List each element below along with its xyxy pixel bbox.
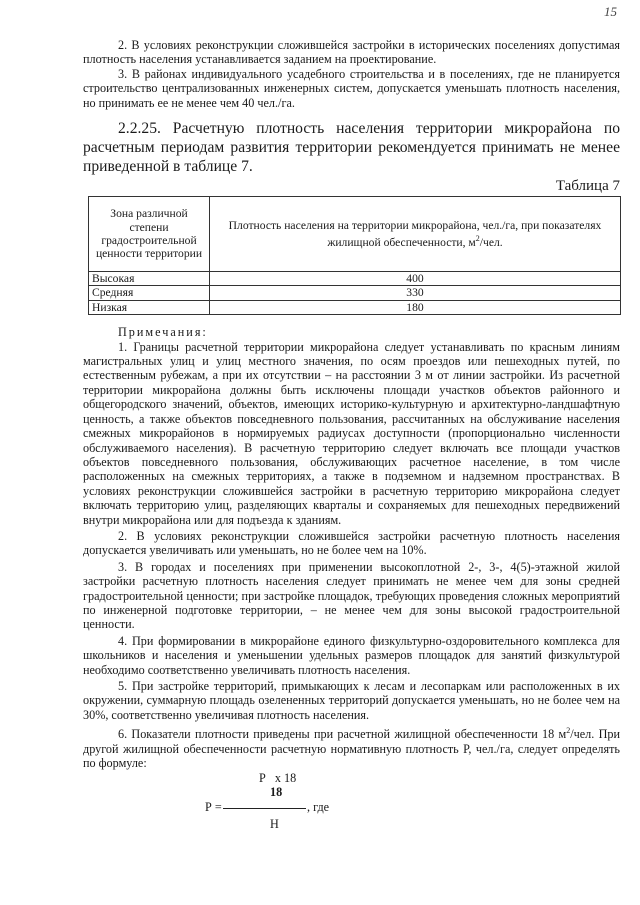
formula-lhs: Р = bbox=[205, 799, 222, 814]
table-row bbox=[89, 300, 621, 314]
note-2: 2. В условиях реконструкции сложившейся застройки расчетную плотность населения допускается увеличивать или уменьшать, но не более чем на 10%. bbox=[83, 528, 620, 558]
document-body bbox=[83, 38, 620, 841]
note-6-text-a: 6. Показатели плотности приведены при расчетной жилищной обеспеченности 18 м bbox=[118, 727, 567, 742]
notes-title: Примечания: bbox=[118, 325, 208, 340]
formula-denominator: Н bbox=[270, 816, 279, 831]
table-caption: Таблица 7 bbox=[555, 178, 620, 195]
table-row bbox=[89, 272, 621, 286]
table-header-row bbox=[89, 197, 621, 272]
value-cell: 330 bbox=[210, 286, 621, 300]
zone-cell: Средняя bbox=[89, 286, 210, 300]
formula-numerator: Р х 18 bbox=[259, 770, 297, 785]
note-5: 5. При застройке территорий, примыкающих к лесам и лесопаркам или расположенных в их окружении, суммарную площадь озелененных территорий допускается уменьшать, но не более чем на 30%, соответственно увеличивая плотность населения. bbox=[83, 679, 620, 722]
section-2-2-25: 2.2.25. Расчетную плотность населения территории микрорайона по расчетным периодам развития территории рекомендуется принимать не менее приведенной в таблице 7. bbox=[83, 120, 620, 176]
header-zone: Зона различной степени градостроительной ценности территории bbox=[89, 197, 210, 272]
page-number: 15 bbox=[604, 4, 617, 19]
note-1: 1. Границы расчетной территории микрорайона следует устанавливать по красным линиям магистральных улиц и улиц местного значения, по осям проездов или пешеходных путей, по естественным рубежам, а при их отсутствии – на расстоянии 3 м от линии застройки. Из расчетной территории микрорайона должны быть исключены площади участков объектов районного и общегородского значений, объектов, имеющих историко-культурную и архитектурно-ландшафтную ценность, а также объектов повседневного пользования, рассчитанных на обслуживание населения смежных микрорайонов в нормируемых радиусах доступности (пропорционально численности обслуживаемого населения). В расчетную территорию следует включать все площади участков объектов повседневного пользования, обслуживающих расчетное население, в том числе расположенных на смежных территориях, а также в подземном и надземном пространствах. В условиях реконструкции сложившейся застройки в расчетную территорию микрорайона следует включать территорию улиц, разделяющих кварталы и сохраняемых для пешеходных передвижений внутри микрорайона или для подъезда к зданиям. bbox=[83, 339, 620, 527]
note-3: 3. В городах и поселениях при применении высокоплотной 2-, 3-, 4(5)-этажной жилой застройки расчетную плотность населения следует принимать не менее чем для зоны средней градостроительной ценности; при застройке площадок, требующих проведения сложных мероприятий по инженерной подготовке территории, – не менее чем для зоны высокой градостроительной ценности. bbox=[83, 559, 620, 632]
zone-cell: Высокая bbox=[89, 272, 210, 286]
note-6-sup: 2 bbox=[566, 726, 571, 736]
formula-where: , где bbox=[307, 799, 330, 814]
header-density-unit: /чел. bbox=[479, 235, 503, 249]
density-formula bbox=[83, 771, 620, 841]
header-density-text: Плотность населения на территории микрорайона, чел./га, при показателях жилищной обеспеченности, м bbox=[228, 218, 602, 249]
note-4: 4. При формировании в микрорайоне единого физкультурно-оздоровительного комплекса для школьников и населения и уменьшении удельных размеров площадок для занятий физкультурой необходимо соответственно увеличивать плотность населения. bbox=[83, 633, 620, 677]
value-cell: 400 bbox=[210, 272, 621, 286]
note-6 bbox=[83, 724, 620, 770]
header-density bbox=[210, 197, 621, 272]
header-density-sup: 2 bbox=[475, 234, 480, 244]
paragraph-intro-3: 3. В районах индивидуального усадебного строительства и в поселениях, где не планируется строительство централизованных инженерных систем, допускается уменьшать плотность населения, но принимать ее не менее чем 40 чел./га. bbox=[83, 66, 620, 110]
zone-cell: Низкая bbox=[89, 300, 210, 314]
value-cell: 180 bbox=[210, 300, 621, 314]
density-table bbox=[88, 196, 621, 315]
paragraph-intro-2: 2. В условиях реконструкции сложившейся застройки в исторических поселениях допустимая плотность населения устанавливается заданием на проектирование. bbox=[83, 38, 620, 67]
fraction-line bbox=[223, 808, 306, 809]
formula-sub: 18 bbox=[270, 784, 283, 799]
table-row bbox=[89, 286, 621, 300]
note-6-text-b: /чел. При другой жилищной обеспеченности расчетную нормативную плотность Р, чел./га, следует определять по формуле: bbox=[83, 727, 620, 771]
